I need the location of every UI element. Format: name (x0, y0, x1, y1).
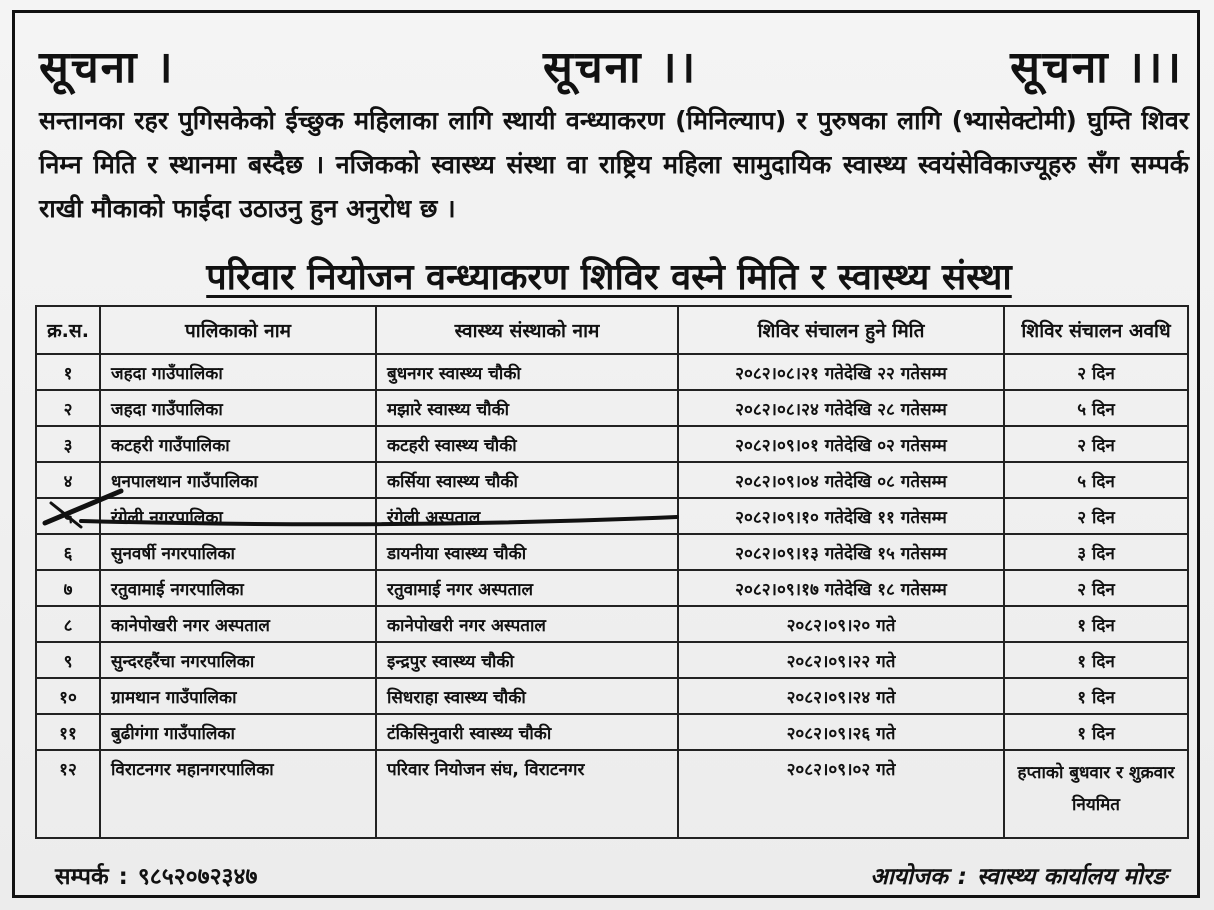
cell-duration: २ दिन (1004, 354, 1188, 390)
cell-facility: कानेपोखरी नगर अस्पताल (376, 606, 678, 642)
cell-serial: ६ (36, 534, 100, 570)
organizer-label: आयोजक (870, 864, 948, 890)
table-row (36, 714, 1188, 750)
contact-phone: ९८५२०७२३४७ (137, 864, 258, 890)
cell-serial: ९ (36, 642, 100, 678)
table-header-row (36, 306, 1188, 354)
table-row (36, 570, 1188, 606)
cell-serial: १० (36, 678, 100, 714)
camp-schedule-table (35, 305, 1189, 839)
organizer-separator: : (957, 864, 967, 890)
cell-date: २०८२।०९।२६ गते (678, 714, 1004, 750)
notice-title-right: सूचना ।।। (1010, 42, 1183, 93)
organizer-line (870, 859, 1167, 891)
cell-municipality: कानेपोखरी नगर अस्पताल (100, 606, 376, 642)
cell-date: २०८२।०९।०४ गतेदेखि ०८ गतेसम्म (678, 462, 1004, 498)
cell-facility: मझारे स्वास्थ्य चौकी (376, 390, 678, 426)
cell-duration: २ दिन (1004, 426, 1188, 462)
cell-municipality: धनपालथान गाउँपालिका (100, 462, 376, 498)
col-header-facility: स्वास्थ्य संस्थाको नाम (376, 306, 678, 354)
table-row (36, 390, 1188, 426)
cell-duration: हप्ताको बुधवार र शुक्रवार नियमित (1004, 750, 1188, 838)
table-row (36, 354, 1188, 390)
organizer-name: स्वास्थ्य कार्यालय मोरङ (976, 864, 1167, 890)
cell-municipality: सुन्दरहरैंचा नगरपालिका (100, 642, 376, 678)
cell-serial: २ (36, 390, 100, 426)
cell-date: २०८२।०९।२२ गते (678, 642, 1004, 678)
cell-municipality: विराटनगर महानगरपालिका (100, 750, 376, 838)
col-header-date: शिविर संचालन हुने मिति (678, 306, 1004, 354)
cell-municipality: रंगेली नगरपालिका (100, 498, 376, 534)
table-row (36, 534, 1188, 570)
cell-facility: सिधराहा स्वास्थ्य चौकी (376, 678, 678, 714)
cell-facility: बुधनगर स्वास्थ्य चौकी (376, 354, 678, 390)
notice-footer (15, 859, 1203, 893)
cell-date: २०८२।०९।०२ गते (678, 750, 1004, 838)
cell-duration: ५ दिन (1004, 462, 1188, 498)
cell-serial: ११ (36, 714, 100, 750)
cell-duration: २ दिन (1004, 498, 1188, 534)
contact-label: सम्पर्क (55, 864, 109, 890)
cell-date: २०८२।०९।०१ गतेदेखि ०२ गतेसम्म (678, 426, 1004, 462)
col-header-serial: क्र.स. (36, 306, 100, 354)
cell-duration: १ दिन (1004, 678, 1188, 714)
cell-facility: रंगेली अस्पताल (376, 498, 678, 534)
contact-line (55, 859, 257, 891)
notice-title-center: सूचना ।। (543, 42, 698, 93)
cell-date: २०८२।०८।२४ गतेदेखि २८ गतेसम्म (678, 390, 1004, 426)
cell-serial: ४ (36, 462, 100, 498)
cell-duration: १ दिन (1004, 642, 1188, 678)
cell-serial: १२ (36, 750, 100, 838)
cell-serial: १ (36, 354, 100, 390)
cell-facility: कर्सिया स्वास्थ्य चौकी (376, 462, 678, 498)
cell-date: २०८२।०९।२० गते (678, 606, 1004, 642)
cell-municipality: रतुवामाई नगरपालिका (100, 570, 376, 606)
table-row (36, 426, 1188, 462)
notice-frame (12, 10, 1200, 898)
cell-duration: १ दिन (1004, 606, 1188, 642)
table-row (36, 498, 1188, 534)
table-heading: परिवार नियोजन वन्ध्याकरण शिविर वस्ने मिति र स्वास्थ्य संस्था (206, 257, 1012, 298)
cell-facility: इन्द्रपुर स्वास्थ्य चौकी (376, 642, 678, 678)
cell-municipality: बुढीगंगा गाउँपालिका (100, 714, 376, 750)
cell-date: २०८२।०९।१३ गतेदेखि १५ गतेसम्म (678, 534, 1004, 570)
cell-date: २०८२।०९।२४ गते (678, 678, 1004, 714)
cell-municipality: कटहरी गाउँपालिका (100, 426, 376, 462)
table-row (36, 750, 1188, 838)
cell-municipality: ग्रामथान गाउँपालिका (100, 678, 376, 714)
cell-serial: ८ (36, 606, 100, 642)
cell-facility: टंकिसिनुवारी स्वास्थ्य चौकी (376, 714, 678, 750)
col-header-duration: शिविर संचालन अवधि (1004, 306, 1188, 354)
table-row (36, 462, 1188, 498)
cell-facility: परिवार नियोजन संघ, विराटनगर (376, 750, 678, 838)
cell-duration: १ दिन (1004, 714, 1188, 750)
col-header-municipality: पालिकाको नाम (100, 306, 376, 354)
cell-serial: ३ (36, 426, 100, 462)
cell-municipality: जहदा गाउँपालिका (100, 354, 376, 390)
cell-duration: ५ दिन (1004, 390, 1188, 426)
cell-facility: डायनीया स्वास्थ्य चौकी (376, 534, 678, 570)
cell-serial: ५ (36, 498, 100, 534)
cell-date: २०८२।०९।१७ गतेदेखि १८ गतेसम्म (678, 570, 1004, 606)
cell-date: २०८२।०९।१० गतेदेखि ११ गतेसम्म (678, 498, 1004, 534)
intro-paragraph: सन्तानका रहर पुगिसकेको ईच्छुक महिलाका लागि स्थायी वन्ध्याकरण (मिनिल्याप) र पुरुषका लागि (भ्यासेक्टोमी) घुम्ति शिवर निम्न मिति र स्थानमा बस्दैछ । नजिकको स्वास्थ्य संस्था वा राष्ट्रिय महिला सामुदायिक स्वास्थ्य स्वयंसेविकाज्यूहरु सँग सम्पर्क राखी मौकाको फाईदा उठाउनु हुन अनुरोध छ । (39, 106, 1189, 223)
cell-facility: कटहरी स्वास्थ्य चौकी (376, 426, 678, 462)
cell-municipality: जहदा गाउँपालिका (100, 390, 376, 426)
cell-duration: २ दिन (1004, 570, 1188, 606)
table-row (36, 606, 1188, 642)
cell-date: २०८२।०८।२१ गतेदेखि २२ गतेसम्म (678, 354, 1004, 390)
cell-duration: ३ दिन (1004, 534, 1188, 570)
contact-separator: : (118, 864, 128, 890)
table-row (36, 678, 1188, 714)
cell-serial: ७ (36, 570, 100, 606)
notice-header (15, 35, 1203, 105)
table-row (36, 642, 1188, 678)
cell-facility: रतुवामाई नगर अस्पताल (376, 570, 678, 606)
notice-title-left: सूचना । (39, 42, 175, 93)
cell-municipality: सुनवर्षी नगरपालिका (100, 534, 376, 570)
